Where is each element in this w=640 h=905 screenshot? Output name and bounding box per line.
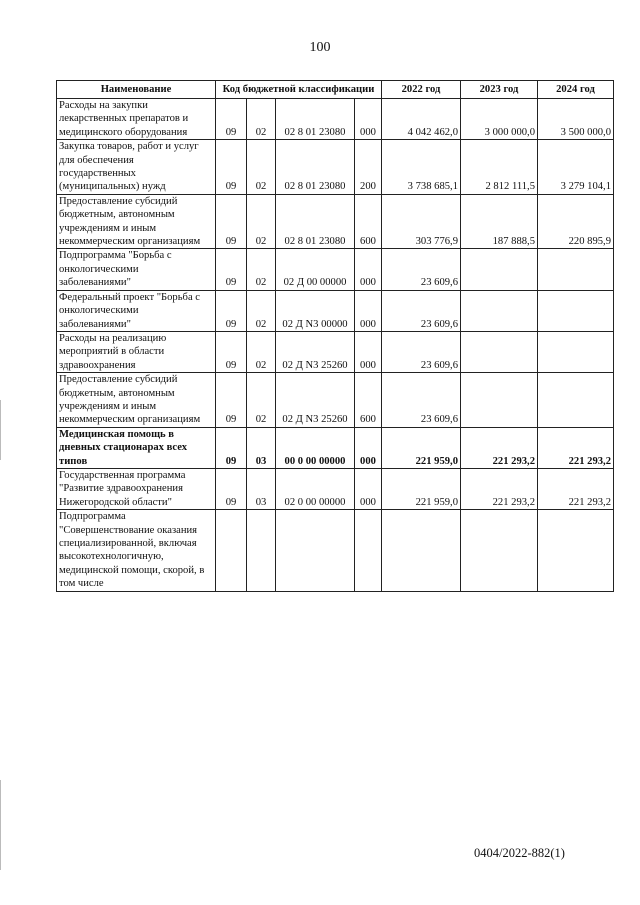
left-margin-mark [0, 780, 1, 870]
code-section: 09 [216, 373, 247, 428]
table-row [57, 140, 614, 195]
header-2023: 2023 год [461, 81, 538, 99]
code-section: 09 [216, 140, 247, 195]
code-section: 09 [216, 290, 247, 331]
code-expense-type: 000 [355, 290, 382, 331]
amount-2022: 221 959,0 [382, 427, 461, 468]
amount-2023 [461, 290, 538, 331]
amount-2023 [461, 331, 538, 372]
amount-2022: 303 776,9 [382, 194, 461, 249]
amount-2022: 3 738 685,1 [382, 140, 461, 195]
code-target-article: 02 Д N3 00000 [276, 290, 355, 331]
code-subsection: 02 [247, 373, 276, 428]
code-target-article [276, 510, 355, 591]
table-row [57, 468, 614, 509]
amount-2023 [461, 373, 538, 428]
amount-2022: 23 609,6 [382, 373, 461, 428]
code-subsection: 03 [247, 427, 276, 468]
row-name: Медицинская помощь в дневных стационарах всех типов [57, 427, 216, 468]
code-expense-type: 000 [355, 249, 382, 290]
code-expense-type: 600 [355, 373, 382, 428]
code-expense-type: 000 [355, 331, 382, 372]
row-name: Расходы на закупки лекарственных препаратов и медицинского оборудования [57, 99, 216, 140]
row-name: Подпрограмма "Совершенствование оказания специализированной, включая высокотехнологичную, медицинской помощи, скорой, в том числе [57, 510, 216, 591]
amount-2022: 23 609,6 [382, 331, 461, 372]
amount-2024: 3 279 104,1 [538, 140, 614, 195]
code-section [216, 510, 247, 591]
header-row [57, 81, 614, 99]
code-subsection: 02 [247, 249, 276, 290]
document-code: 0404/2022-882(1) [474, 846, 565, 860]
page-number: 100 [309, 40, 331, 55]
amount-2024: 220 895,9 [538, 194, 614, 249]
table-row [57, 373, 614, 428]
table-row [57, 194, 614, 249]
amount-2024 [538, 373, 614, 428]
code-expense-type: 000 [355, 427, 382, 468]
amount-2022: 221 959,0 [382, 468, 461, 509]
code-target-article: 02 8 01 23080 [276, 194, 355, 249]
amount-2024 [538, 510, 614, 591]
header-budget-code: Код бюджетной классификации [216, 81, 382, 99]
row-name: Предоставление субсидий бюджетным, автономным учреждениям и иным некоммерческим организациям [57, 194, 216, 249]
row-name: Закупка товаров, работ и услуг для обеспечения государственных (муниципальных) нужд [57, 140, 216, 195]
code-expense-type: 000 [355, 99, 382, 140]
table-row [57, 249, 614, 290]
amount-2022 [382, 510, 461, 591]
header-2022: 2022 год [382, 81, 461, 99]
code-subsection: 03 [247, 468, 276, 509]
amount-2023: 187 888,5 [461, 194, 538, 249]
code-section: 09 [216, 99, 247, 140]
code-subsection: 02 [247, 290, 276, 331]
table-row [57, 99, 614, 140]
code-section: 09 [216, 331, 247, 372]
table-row [57, 290, 614, 331]
amount-2024 [538, 331, 614, 372]
code-section: 09 [216, 427, 247, 468]
amount-2023 [461, 510, 538, 591]
amount-2024: 3 500 000,0 [538, 99, 614, 140]
code-subsection: 02 [247, 194, 276, 249]
row-name: Предоставление субсидий бюджетным, автономным учреждениям и иным некоммерческим организациям [57, 373, 216, 428]
row-name: Федеральный проект "Борьба с онкологическими заболеваниями" [57, 290, 216, 331]
table-row [57, 427, 614, 468]
code-target-article: 00 0 00 00000 [276, 427, 355, 468]
table-row [57, 510, 614, 591]
amount-2024: 221 293,2 [538, 468, 614, 509]
code-target-article: 02 8 01 23080 [276, 140, 355, 195]
code-target-article: 02 8 01 23080 [276, 99, 355, 140]
amount-2022: 23 609,6 [382, 290, 461, 331]
amount-2023: 221 293,2 [461, 468, 538, 509]
row-name: Подпрограмма "Борьба с онкологическими заболеваниями" [57, 249, 216, 290]
header-name: Наименование [57, 81, 216, 99]
code-target-article: 02 0 00 00000 [276, 468, 355, 509]
code-subsection [247, 510, 276, 591]
code-expense-type [355, 510, 382, 591]
table-row [57, 331, 614, 372]
code-target-article: 02 Д 00 00000 [276, 249, 355, 290]
header-2024: 2024 год [538, 81, 614, 99]
amount-2024 [538, 290, 614, 331]
left-margin-mark [0, 400, 1, 460]
code-section: 09 [216, 194, 247, 249]
code-subsection: 02 [247, 331, 276, 372]
budget-table [56, 80, 614, 592]
amount-2024: 221 293,2 [538, 427, 614, 468]
code-expense-type: 000 [355, 468, 382, 509]
amount-2022: 4 042 462,0 [382, 99, 461, 140]
amount-2023: 3 000 000,0 [461, 99, 538, 140]
code-section: 09 [216, 249, 247, 290]
code-subsection: 02 [247, 140, 276, 195]
code-target-article: 02 Д N3 25260 [276, 373, 355, 428]
code-target-article: 02 Д N3 25260 [276, 331, 355, 372]
row-name: Государственная программа "Развитие здравоохранения Нижегородской области" [57, 468, 216, 509]
amount-2023 [461, 249, 538, 290]
amount-2023: 221 293,2 [461, 427, 538, 468]
amount-2023: 2 812 111,5 [461, 140, 538, 195]
code-section: 09 [216, 468, 247, 509]
amount-2024 [538, 249, 614, 290]
code-subsection: 02 [247, 99, 276, 140]
code-expense-type: 600 [355, 194, 382, 249]
row-name: Расходы на реализацию мероприятий в области здравоохранения [57, 331, 216, 372]
amount-2022: 23 609,6 [382, 249, 461, 290]
code-expense-type: 200 [355, 140, 382, 195]
